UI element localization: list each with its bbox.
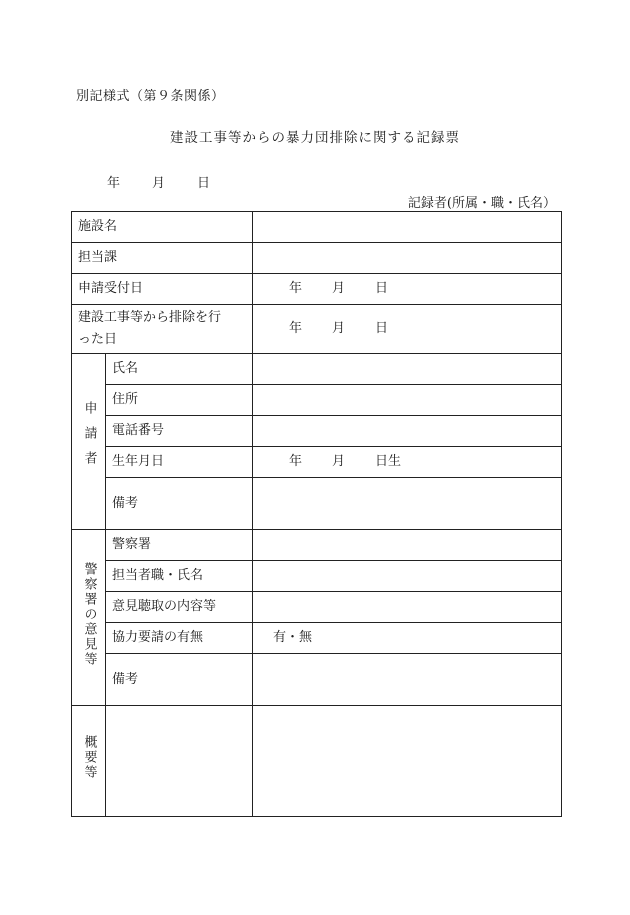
record-date-line	[107, 172, 210, 191]
applicant-address-field[interactable]	[253, 385, 562, 416]
exclusion-date-label	[72, 305, 253, 354]
day-unit: 日	[375, 281, 389, 296]
table-row	[72, 243, 562, 274]
application-date-label: 申請受付日	[72, 274, 253, 305]
applicant-name-field[interactable]	[253, 354, 562, 385]
month-unit: 月	[332, 281, 346, 296]
table-row	[72, 654, 562, 706]
summary-group-text: 概要等	[81, 735, 97, 780]
recorder-label: 記録者(所属・職・氏名）	[407, 196, 556, 211]
police-group-text: 警察署の意見等	[81, 561, 97, 667]
year-unit: 年	[289, 281, 303, 296]
exclusion-date-label-line1: 建設工事等から排除を行	[78, 310, 222, 325]
applicant-phone-label: 電話番号	[106, 416, 253, 447]
summary-group-label	[72, 706, 106, 817]
table-row	[72, 478, 562, 530]
facility-name-label: 施設名	[72, 212, 253, 243]
year-unit: 年	[289, 454, 303, 469]
document-title: 建設工事等からの暴力団排除に関する記録票	[170, 130, 460, 146]
table-row	[72, 706, 562, 817]
year-unit: 年	[289, 321, 303, 336]
applicant-birthdate-label: 生年月日	[106, 447, 253, 478]
form-label: 別記様式（第９条関係）	[76, 89, 225, 104]
applicant-group-text: 申請者	[81, 400, 97, 476]
police-remarks-label: 備考	[106, 654, 253, 706]
cooperation-field[interactable]	[253, 623, 562, 654]
facility-name-field[interactable]	[253, 212, 562, 243]
police-station-field[interactable]	[253, 530, 562, 561]
summary-field-right[interactable]	[253, 706, 562, 817]
applicant-remarks-label: 備考	[106, 478, 253, 530]
police-station-label: 警察署	[106, 530, 253, 561]
department-field[interactable]	[253, 243, 562, 274]
applicant-address-label: 住所	[106, 385, 253, 416]
police-opinion-label: 意見聴取の内容等	[106, 592, 253, 623]
police-opinion-field[interactable]	[253, 592, 562, 623]
table-row	[72, 416, 562, 447]
applicant-group-label	[72, 354, 106, 530]
police-group-label	[72, 530, 106, 706]
month-unit: 月	[332, 321, 346, 336]
applicant-birthdate-field[interactable]	[253, 447, 562, 478]
exclusion-date-label-line2: った日	[78, 332, 118, 347]
cooperation-value[interactable]: 有・無	[273, 630, 313, 645]
month-unit: 月	[332, 454, 346, 469]
table-row	[72, 212, 562, 243]
summary-field-left[interactable]	[106, 706, 253, 817]
day-unit: 日	[375, 321, 389, 336]
police-officer-field[interactable]	[253, 561, 562, 592]
police-officer-label: 担当者職・氏名	[106, 561, 253, 592]
date-year-unit: 年	[107, 176, 121, 191]
table-row	[72, 385, 562, 416]
table-row	[72, 623, 562, 654]
table-row	[72, 274, 562, 305]
applicant-name-label: 氏名	[106, 354, 253, 385]
applicant-phone-field[interactable]	[253, 416, 562, 447]
date-day-unit: 日	[197, 176, 211, 191]
birth-day-unit: 日生	[375, 454, 402, 469]
table-row	[72, 447, 562, 478]
exclusion-date-field[interactable]	[253, 305, 562, 354]
record-table	[71, 211, 562, 817]
table-row	[72, 354, 562, 385]
applicant-remarks-field[interactable]	[253, 478, 562, 530]
table-row	[72, 561, 562, 592]
police-remarks-field[interactable]	[253, 654, 562, 706]
cooperation-label: 協力要請の有無	[106, 623, 253, 654]
table-row	[72, 530, 562, 561]
date-month-unit: 月	[152, 176, 166, 191]
table-row	[72, 592, 562, 623]
table-row	[72, 305, 562, 354]
department-label: 担当課	[72, 243, 253, 274]
application-date-field[interactable]	[253, 274, 562, 305]
